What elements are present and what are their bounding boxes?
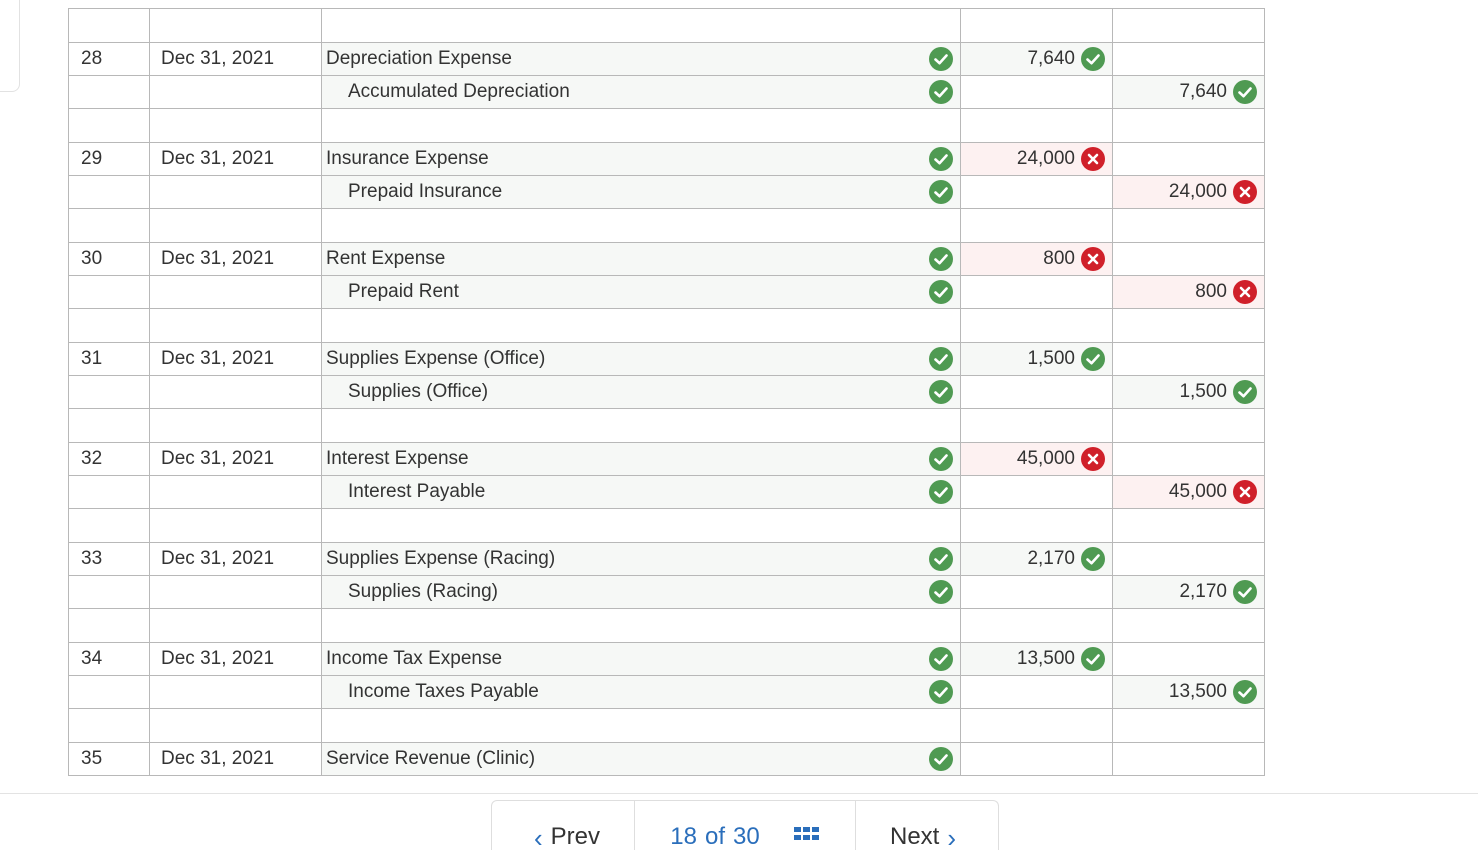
credit-account-cell[interactable]	[322, 176, 961, 209]
debit-amount-cell[interactable]	[961, 176, 1113, 209]
debit-amount-cell[interactable]	[961, 476, 1113, 509]
credit-amount-value: 1,500	[1179, 381, 1227, 402]
blank-cell	[322, 9, 961, 43]
journal-row	[69, 376, 1265, 409]
chevron-right-icon: ›	[947, 823, 957, 853]
credit-account-name: Income Taxes Payable	[348, 681, 539, 702]
journal-table-viewport[interactable]	[68, 0, 1268, 783]
cross-icon	[1233, 280, 1257, 304]
entry-date[interactable]: Dec 31, 2021	[150, 243, 322, 276]
blank-cell	[961, 309, 1113, 343]
credit-amount-cell[interactable]	[1113, 176, 1265, 209]
credit-amount-value: 7,640	[1179, 81, 1227, 102]
check-icon	[1233, 80, 1257, 104]
blank-cell	[1113, 109, 1265, 143]
debit-account-cell[interactable]	[322, 643, 961, 676]
credit-account-cell[interactable]	[322, 676, 961, 709]
blank-cell	[150, 609, 322, 643]
debit-account-name: Depreciation Expense	[326, 48, 512, 69]
debit-account-name: Income Tax Expense	[326, 648, 503, 669]
check-icon	[929, 647, 953, 671]
debit-amount-value: 13,500	[1016, 648, 1075, 669]
debit-amount-cell[interactable]	[961, 443, 1113, 476]
debit-account-name: Supplies Expense (Office)	[326, 348, 546, 369]
check-icon	[1233, 380, 1257, 404]
entry-number: 35	[69, 743, 150, 776]
page-current: 18	[670, 823, 697, 850]
credit-amount-value: 13,500	[1168, 681, 1227, 702]
debit-amount-cell[interactable]	[961, 276, 1113, 309]
cross-icon	[1081, 247, 1105, 271]
debit-account-cell[interactable]	[322, 143, 961, 176]
credit-amount-cell[interactable]	[1113, 643, 1265, 676]
debit-amount-cell[interactable]	[961, 376, 1113, 409]
next-label: Next	[889, 823, 940, 850]
debit-amount-cell[interactable]	[961, 576, 1113, 609]
cross-icon	[1081, 147, 1105, 171]
debit-account-cell[interactable]	[322, 343, 961, 376]
blank-row	[69, 209, 1265, 243]
entry-number-empty	[69, 176, 150, 209]
check-icon	[929, 247, 953, 271]
check-icon	[929, 347, 953, 371]
check-icon	[1081, 547, 1105, 571]
credit-account-cell[interactable]	[322, 376, 961, 409]
credit-account-cell[interactable]	[322, 76, 961, 109]
blank-cell	[150, 509, 322, 543]
blank-row	[69, 309, 1265, 343]
debit-amount-cell[interactable]	[961, 676, 1113, 709]
blank-cell	[961, 409, 1113, 443]
blank-cell	[150, 209, 322, 243]
debit-amount-cell[interactable]	[961, 643, 1113, 676]
entry-number: 30	[69, 243, 150, 276]
check-icon	[1081, 647, 1105, 671]
debit-account-name: Rent Expense	[326, 248, 446, 269]
blank-cell	[961, 709, 1113, 743]
check-icon	[1233, 580, 1257, 604]
entry-date[interactable]: Dec 31, 2021	[150, 443, 322, 476]
entry-date[interactable]: Dec 31, 2021	[150, 343, 322, 376]
entry-date-empty	[150, 576, 322, 609]
credit-amount-cell[interactable]	[1113, 376, 1265, 409]
check-icon	[1081, 347, 1105, 371]
blank-cell	[1113, 309, 1265, 343]
blank-cell	[1113, 9, 1265, 43]
check-icon	[929, 447, 953, 471]
credit-amount-value: 800	[1195, 281, 1227, 302]
check-icon	[929, 547, 953, 571]
entry-number: 29	[69, 143, 150, 176]
blank-row	[69, 109, 1265, 143]
entry-number-empty	[69, 276, 150, 309]
credit-amount-value: 24,000	[1168, 181, 1227, 202]
entry-date-empty	[150, 176, 322, 209]
entry-date[interactable]: Dec 31, 2021	[150, 743, 322, 776]
check-icon	[929, 480, 953, 504]
blank-row	[69, 509, 1265, 543]
credit-amount-cell[interactable]	[1113, 143, 1265, 176]
prev-label: Prev	[550, 823, 601, 850]
entry-date-empty	[150, 676, 322, 709]
blank-cell	[322, 709, 961, 743]
journal-row	[69, 343, 1265, 376]
blank-cell	[150, 9, 322, 43]
entry-date-empty	[150, 76, 322, 109]
blank-cell	[322, 309, 961, 343]
blank-cell	[69, 409, 150, 443]
credit-amount-cell[interactable]	[1113, 476, 1265, 509]
blank-cell	[69, 609, 150, 643]
entry-date-empty	[150, 476, 322, 509]
blank-cell	[1113, 609, 1265, 643]
check-icon	[929, 47, 953, 71]
blank-cell	[69, 109, 150, 143]
check-icon	[1233, 680, 1257, 704]
credit-amount-cell[interactable]	[1113, 743, 1265, 776]
side-panel-edge	[0, 0, 20, 92]
credit-account-cell[interactable]	[322, 576, 961, 609]
blank-cell	[69, 9, 150, 43]
credit-amount-cell[interactable]	[1113, 443, 1265, 476]
credit-amount-cell[interactable]	[1113, 576, 1265, 609]
debit-account-cell[interactable]	[322, 743, 961, 776]
credit-amount-cell[interactable]	[1113, 43, 1265, 76]
credit-account-name: Supplies (Racing)	[348, 581, 498, 602]
blank-cell	[69, 709, 150, 743]
blank-cell	[69, 309, 150, 343]
debit-amount-cell[interactable]	[961, 543, 1113, 576]
journal-row	[69, 176, 1265, 209]
credit-amount-value: 45,000	[1168, 481, 1227, 502]
blank-cell	[1113, 409, 1265, 443]
credit-amount-cell[interactable]	[1113, 276, 1265, 309]
check-icon	[929, 680, 953, 704]
journal-row	[69, 76, 1265, 109]
cross-icon	[1233, 180, 1257, 204]
blank-cell	[322, 509, 961, 543]
check-icon	[1081, 47, 1105, 71]
debit-account-name: Service Revenue (Clinic)	[326, 748, 536, 769]
entry-number: 33	[69, 543, 150, 576]
debit-account-cell[interactable]	[322, 43, 961, 76]
credit-amount-cell[interactable]	[1113, 543, 1265, 576]
credit-amount-cell[interactable]	[1113, 76, 1265, 109]
blank-cell	[150, 409, 322, 443]
debit-amount-cell[interactable]	[961, 143, 1113, 176]
page-of: of	[704, 823, 725, 850]
credit-amount-cell[interactable]	[1113, 343, 1265, 376]
check-icon	[929, 80, 953, 104]
page-total: 30	[733, 823, 760, 850]
credit-account-name: Accumulated Depreciation	[348, 81, 570, 102]
entry-number-empty	[69, 76, 150, 109]
journal-row	[69, 476, 1265, 509]
journal-entries-table	[68, 8, 1265, 776]
credit-account-name: Prepaid Rent	[348, 281, 459, 302]
credit-amount-cell[interactable]	[1113, 676, 1265, 709]
entry-number-empty	[69, 576, 150, 609]
credit-amount-cell[interactable]	[1113, 243, 1265, 276]
blank-cell	[961, 609, 1113, 643]
debit-amount-value: 1,500	[1027, 348, 1075, 369]
journal-row	[69, 576, 1265, 609]
blank-cell	[961, 9, 1113, 43]
check-icon	[929, 147, 953, 171]
journal-row	[69, 143, 1265, 176]
blank-cell	[322, 409, 961, 443]
debit-amount-value: 24,000	[1016, 148, 1075, 169]
chevron-left-icon: ‹	[533, 823, 543, 853]
blank-cell	[150, 709, 322, 743]
journal-row	[69, 743, 1265, 776]
blank-row	[69, 709, 1265, 743]
entry-date-empty	[150, 376, 322, 409]
blank-cell	[1113, 509, 1265, 543]
debit-account-name: Supplies Expense (Racing)	[326, 548, 556, 569]
entry-date[interactable]: Dec 31, 2021	[150, 543, 322, 576]
journal-row	[69, 43, 1265, 76]
journal-row	[69, 443, 1265, 476]
footer-divider	[0, 793, 1478, 794]
cross-icon	[1233, 480, 1257, 504]
grid-icon[interactable]	[794, 827, 820, 841]
cross-icon	[1081, 447, 1105, 471]
entry-number: 28	[69, 43, 150, 76]
blank-cell	[150, 309, 322, 343]
credit-account-name: Supplies (Office)	[348, 381, 489, 402]
page-indicator[interactable]	[635, 800, 855, 850]
debit-amount-value: 2,170	[1027, 548, 1075, 569]
check-icon	[929, 747, 953, 771]
blank-cell	[1113, 709, 1265, 743]
blank-cell	[150, 109, 322, 143]
blank-row	[69, 609, 1265, 643]
blank-cell	[69, 209, 150, 243]
entry-date[interactable]: Dec 31, 2021	[150, 43, 322, 76]
blank-cell	[322, 109, 961, 143]
journal-row	[69, 643, 1265, 676]
credit-account-cell[interactable]	[322, 476, 961, 509]
debit-account-name: Insurance Expense	[326, 148, 489, 169]
blank-cell	[961, 109, 1113, 143]
entry-number: 31	[69, 343, 150, 376]
debit-amount-cell[interactable]	[961, 343, 1113, 376]
credit-account-name: Interest Payable	[348, 481, 486, 502]
debit-account-name: Interest Expense	[326, 448, 469, 469]
debit-amount-cell[interactable]	[961, 243, 1113, 276]
entry-number-empty	[69, 676, 150, 709]
blank-cell	[961, 509, 1113, 543]
blank-cell	[1113, 209, 1265, 243]
debit-amount-value: 45,000	[1016, 448, 1075, 469]
entry-date-empty	[150, 276, 322, 309]
journal-row	[69, 276, 1265, 309]
journal-body	[69, 9, 1265, 776]
journal-row	[69, 676, 1265, 709]
entry-date[interactable]: Dec 31, 2021	[150, 143, 322, 176]
check-icon	[929, 580, 953, 604]
entry-number-empty	[69, 476, 150, 509]
debit-account-cell[interactable]	[322, 543, 961, 576]
journal-row	[69, 243, 1265, 276]
entry-number-empty	[69, 376, 150, 409]
blank-cell	[69, 509, 150, 543]
credit-amount-value: 2,170	[1179, 581, 1227, 602]
debit-amount-cell[interactable]	[961, 76, 1113, 109]
debit-account-cell[interactable]	[322, 443, 961, 476]
check-icon	[929, 280, 953, 304]
check-icon	[929, 180, 953, 204]
debit-amount-value: 800	[1043, 248, 1075, 269]
next-button[interactable]	[855, 800, 999, 853]
blank-cell	[322, 609, 961, 643]
debit-amount-cell[interactable]	[961, 43, 1113, 76]
journal-row	[69, 543, 1265, 576]
blank-cell	[322, 209, 961, 243]
entry-number: 32	[69, 443, 150, 476]
check-icon	[929, 380, 953, 404]
entry-date[interactable]: Dec 31, 2021	[150, 643, 322, 676]
entry-number: 34	[69, 643, 150, 676]
debit-account-cell[interactable]	[322, 243, 961, 276]
blank-row	[69, 409, 1265, 443]
prev-button[interactable]	[491, 800, 635, 853]
debit-amount-cell	[961, 743, 1113, 776]
blank-row	[69, 9, 1265, 43]
debit-amount-value: 7,640	[1027, 48, 1075, 69]
blank-cell	[961, 209, 1113, 243]
credit-account-cell[interactable]	[322, 276, 961, 309]
question-pager	[491, 800, 999, 853]
credit-account-name: Prepaid Insurance	[348, 181, 503, 202]
